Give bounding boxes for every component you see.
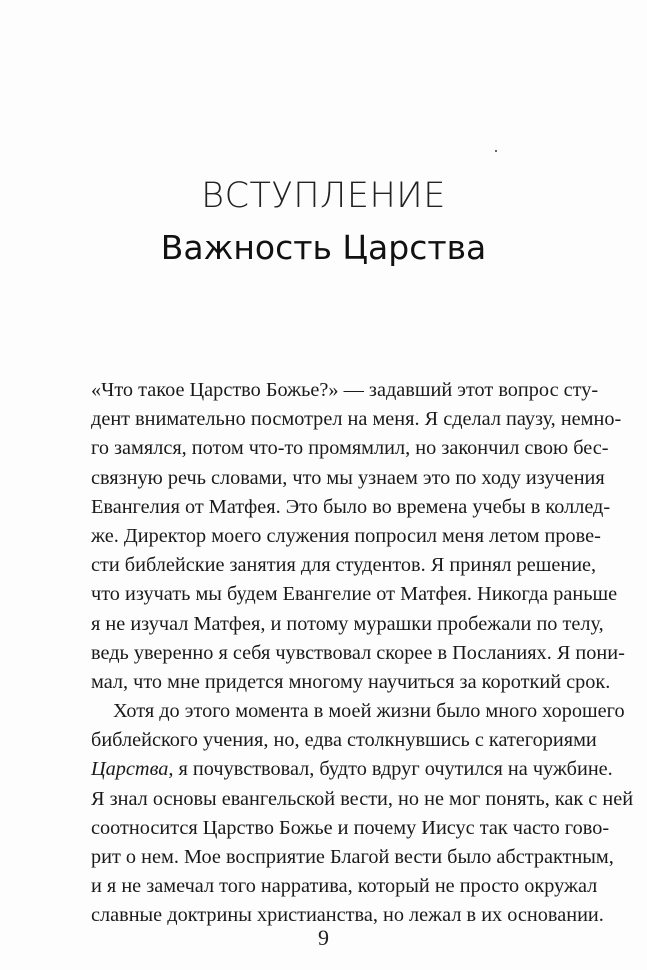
text-line: Хотя до этого момента в моей жизни было много хорошего [113, 700, 625, 723]
text-line: и я не замечал того нарратива, который не просто окружал [91, 875, 598, 898]
text-line: что изучать мы будем Евангелие от Матфея. Никогда раньше [91, 583, 618, 606]
paragraph-2 [91, 697, 634, 931]
text-line: ведь уверенно я себя чувствовал скорее в Посланиях. Я пони- [91, 641, 625, 664]
line-rest: я почувствовал, будто вдруг очутился на чужбине. [173, 758, 613, 781]
text-line: Евангелия от Матфея. Это было во времена учебы в коллед- [91, 495, 611, 518]
print-speck [495, 150, 497, 152]
chapter-title: Важность Царства [160, 228, 487, 267]
text-line: мал, что мне придется многому научиться за короткий срок. [91, 670, 611, 693]
text-line: Я знал основы евангельской вести, но не мог понять, как с ней [91, 787, 634, 810]
text-line: связную речь словами, что мы узнаем это по ходу изучения [91, 466, 605, 489]
paragraph-1 [91, 376, 625, 697]
text-line: же. Директор моего служения попросил меня летом прове- [91, 524, 601, 547]
text-line-italic-lead [91, 755, 613, 784]
text-line: дент внимательно посмотрел на меня. Я сделал паузу, немно- [91, 408, 622, 431]
text-line: соотносится Царство Божье и почему Иисус так часто гово- [91, 816, 610, 839]
page-number: 9 [318, 925, 329, 950]
text-line: «Что такое Царство Божье?» — задавший этот вопрос сту- [91, 379, 599, 401]
text-line: я не изучал Матфея, и потому мурашки пробежали по телу, [91, 612, 604, 635]
text-line: го замялся, потом что-то промямлил, но закончил свою бес- [91, 437, 609, 460]
text-line: сти библейские занятия для студентов. Я принял решение, [91, 554, 597, 577]
text-line: славные доктрины христианства, но лежал в их основании. [91, 904, 604, 927]
body-text [91, 376, 634, 931]
chapter-label: ВСТУПЛЕНИЕ [201, 176, 446, 216]
text-line: рит о нем. Мое восприятие Благой вести было абстрактным, [91, 846, 614, 868]
text-line: библейского учения, но, едва столкнувшись с категориями [91, 729, 597, 752]
italic-word: Царства, [91, 758, 174, 781]
